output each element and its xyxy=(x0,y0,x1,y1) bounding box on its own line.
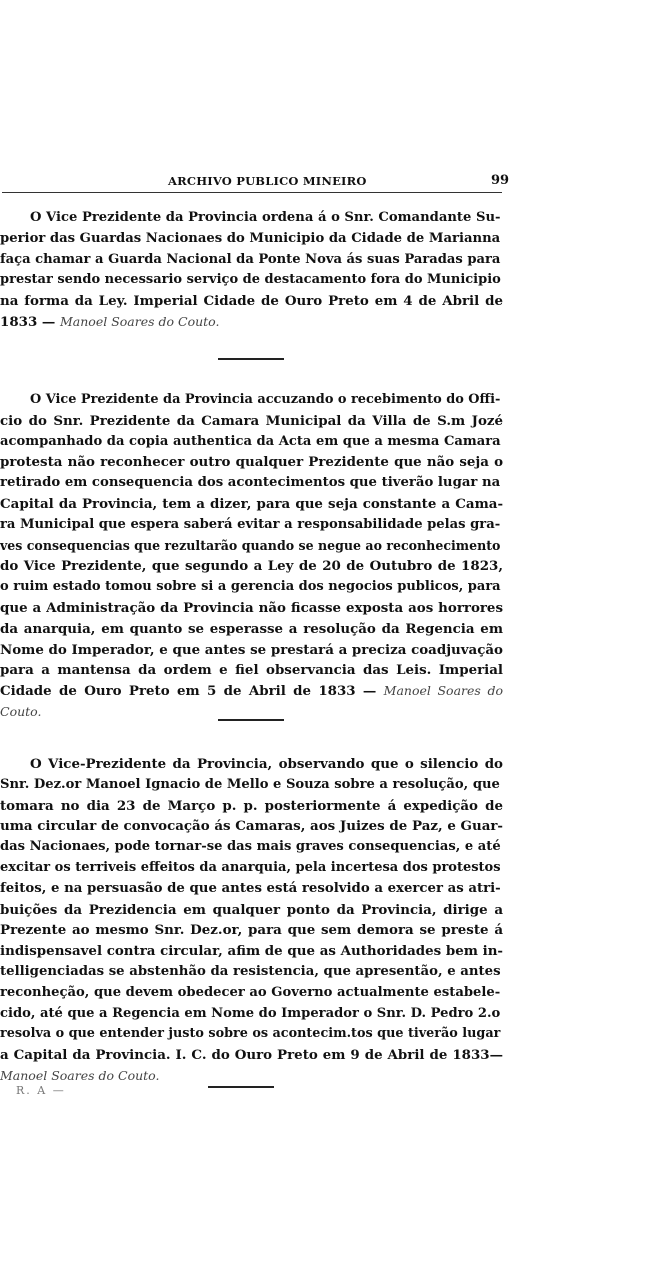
section-divider xyxy=(218,358,284,360)
signature-continued: Couto. xyxy=(0,703,42,719)
text-line: protesta não reconhecer outro qualquer Prezidente que não seja o xyxy=(0,454,503,471)
text-line: o ruim estado tomou sobre si a gerencia dos negocios publicos, para xyxy=(0,579,501,595)
text-line: faça chamar a Guarda Nacional da Ponte Nova ás suas Paradas para xyxy=(0,251,501,267)
printer-signature-mark: R. A — xyxy=(16,1084,66,1097)
text-line: uma circular de convocação ás Camaras, aos Juizes de Paz, e Guar- xyxy=(0,818,503,835)
text-line xyxy=(0,1066,503,1087)
text-line: retirado em consequencia dos acontecimentos que tiverão lugar na xyxy=(0,475,501,491)
text-line: Snr. Dez.or Manoel Ignacio de Mello e Souza sobre a resolução, que xyxy=(0,776,500,792)
date-tail: Cidade de Ouro Preto em 5 de Abril de 1833 — xyxy=(0,683,377,700)
text-line: Nome do Imperador, e que antes se prestará a preciza coadjuvação xyxy=(0,641,503,658)
text-line: na forma da Ley. Imperial Cidade de Ouro Preto em 4 de Abril de xyxy=(0,293,503,310)
signature: Manoel Soares do xyxy=(383,683,503,699)
date-tail: 1833 — xyxy=(0,313,56,330)
text-line: tomara no dia 23 de Março p. p. posteriormente á expedição de xyxy=(0,797,503,814)
text-line: prestar sendo necessario serviço de destacamento fora do Municipio xyxy=(0,272,501,288)
paragraph-3 xyxy=(0,754,503,1087)
text-line: cido, até que a Regencia em Nome do Imperador o Snr. D. Pedro 2.o xyxy=(0,1005,501,1021)
text-line: O Vice Prezidente da Provincia accuzando o recebimento do Offi- xyxy=(30,392,501,407)
text-line: Prezente ao mesmo Snr. Dez.or, para que sem demora se preste á xyxy=(0,922,503,939)
text-line: que a Administração da Provincia não ficasse exposta aos horrores xyxy=(0,599,503,616)
header-rule xyxy=(2,192,502,193)
paragraph-1 xyxy=(0,208,503,333)
text-line xyxy=(0,312,503,333)
text-line: buições da Prezidencia em qualquer ponto da Provincia, dirige a xyxy=(0,901,503,918)
text-line: cio do Snr. Prezidente da Camara Municipal da Villa de S.m Jozé xyxy=(0,412,503,429)
signature: Manoel Soares do Couto. xyxy=(0,1067,160,1083)
text-line: para a mantensa da ordem e fiel observancia das Leis. Imperial xyxy=(0,662,503,679)
text-line: telligenciadas se abstenhão da resistencia, que apresentão, e antes xyxy=(0,963,501,979)
text-line: reconheção, que devem obedecer ao Governo actualmente estabele- xyxy=(0,984,501,1000)
text-line: excitar os terriveis effeitos da anarquia, pela incertesa dos protestos xyxy=(0,859,501,875)
text-line: perior das Guardas Nacionaes do Municipio da Cidade de Marianna xyxy=(0,230,501,246)
running-title: ARCHIVO PUBLICO MINEIRO xyxy=(168,174,367,188)
page-number: 99 xyxy=(491,173,510,188)
text-line: ves consequencias que rezultarão quando se negue ao reconhecimento xyxy=(0,537,501,553)
text-line: resolva o que entender justo sobre os acontecim.tos que tiverão lugar xyxy=(0,1026,501,1042)
text-line: O Vice-Prezidente da Provincia, observando que o silencio do xyxy=(30,756,503,772)
text-line: a Capital da Provincia. I. C. do Ouro Preto em 9 de Abril de 1833— xyxy=(0,1047,503,1064)
text-line: O Vice Prezidente da Provincia ordena á o Snr. Comandante Su- xyxy=(30,210,501,225)
text-line: Capital da Provincia, tem a dizer, para que seja constante a Cama- xyxy=(0,495,503,512)
signature: Manoel Soares do Couto. xyxy=(60,313,220,329)
text-line: do Vice Prezidente, que segundo a Ley de 20 de Outubro de 1823, xyxy=(0,558,503,575)
text-line: acompanhado da copia authentica da Acta em que a mesma Camara xyxy=(0,433,501,449)
section-divider xyxy=(218,719,284,721)
running-header xyxy=(0,170,654,194)
paragraph-2 xyxy=(0,390,503,723)
text-line: ra Municipal que espera saberá evitar a responsabilidade pelas gra- xyxy=(0,516,501,532)
section-divider xyxy=(208,1086,274,1088)
text-line: da anarquia, em quanto se esperasse a resolução da Regencia em xyxy=(0,620,503,637)
text-line: indispensavel contra circular, afim de que as Authoridades bem in- xyxy=(0,943,503,960)
text-line xyxy=(0,681,503,702)
text-line: das Nacionaes, pode tornar-se das mais graves consequencias, e até xyxy=(0,839,501,855)
text-line: feitos, e na persuasão de que antes está resolvido a exercer as atri- xyxy=(0,880,501,896)
